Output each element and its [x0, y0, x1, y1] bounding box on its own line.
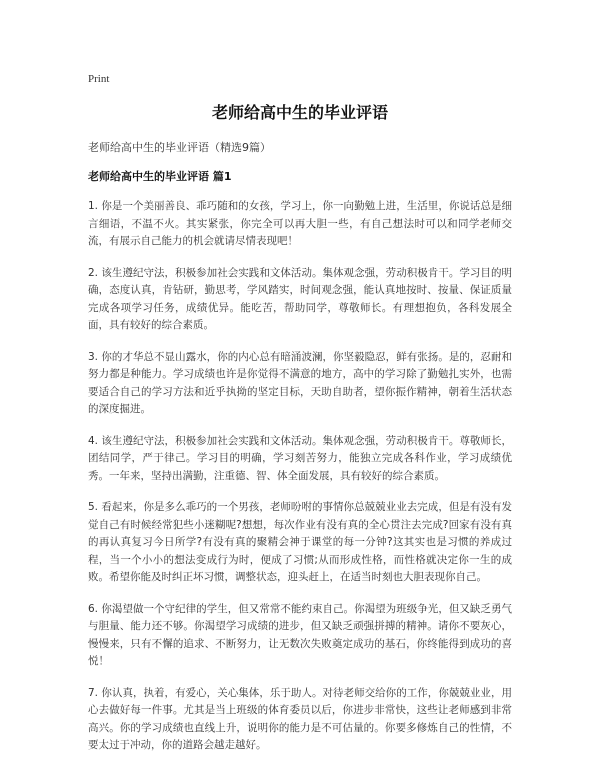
paragraph-2: 2. 该生遵纪守法，积极参加社会实践和文体活动。集体观念强，劳动积极肯干。学习目的明确，态度认真，肯钻研，勤思考，学风踏实，时间观念强，能认真地按时、按量、保证质量完成各项学习任务，成绩优异。能吃苦，帮助同学，尊敬师长。有理想抱负，各科发展全面，具有较好的综合素质。	[88, 266, 512, 331]
paragraph-6: 6. 你渴望做一个守纪律的学生，但又常常不能约束自己。你渴望为班级争光，但又缺乏勇气与胆量、能力还不够。你渴望学习成绩的进步，但又缺乏顽强拼搏的精神。请你不要灰心，慢慢来，只有不懈的追求、不断努力，让无数次失败奠定成功的基石，你终能得到成功的喜悦！	[88, 602, 512, 667]
paragraph-4: 4. 该生遵纪守法，积极参加社会实践和文体活动。集体观念强，劳动积极肯干。尊敬师长，团结同学，严于律己。学习目的明确，学习刻苦努力，能独立完成各科作业，学习成绩优秀。一年来，坚持出满勤，注重德、智、体全面发展，具有较好的综合素质。	[88, 434, 512, 482]
paragraph-3: 3. 你的才华总不显山露水，你的内心总有暗涌波澜，你坚毅隐忍，鲜有张扬。是的，忍耐和努力都是种能力。学习成绩也许是你觉得不满意的地方，高中的学习除了勤勉扎实外，也需要适合自己的学习方法和近乎执拗的坚定目标，天助自助者，望你振作精神，朝着生活状态的深度掘进。	[88, 350, 512, 415]
section-heading: 老师给高中生的毕业评语 篇1	[88, 170, 232, 183]
paragraph-1: 1. 你是一个美丽善良、乖巧随和的女孩，学习上，你一向勤勉上进，生活里，你说话总是细言细语，不温不火。其实紧张，你完全可以再大胆一些，有自己想法时可以和同学老师交流，有展示自己能力的机会就请尽情表现吧！	[88, 200, 512, 247]
document-subtitle: 老师给高中生的毕业评语（精选9篇）	[88, 141, 271, 154]
paragraph-7: 7. 你认真，执着，有爱心，关心集体，乐于助人。对待老师交给你的工作，你兢兢业业，用心去做好每一件事。尤其是当上班级的体育委员以后，你进步非常快，这些让老师感到非常高兴。你的学习成绩也直线上升，说明你的能力是不可估量的。你要多修炼自己的性情，不要太过于冲动，你的道路会越走越好。	[88, 686, 512, 751]
document-title: 老师给高中生的毕业评语	[211, 103, 388, 122]
print-label: Print	[88, 73, 110, 85]
paragraph-5: 5. 看起来，你是多么乖巧的一个男孩，老师吩咐的事情你总兢兢业业去完成，但是有没有发觉自己有时候经常犯些小迷糊呢?想想，每次作业有没有真的全心贯注去完成?回家有没有真的再认真复习今日所学?有没有真的聚精会神于课堂的每一分钟?这其实也是习惯的养成过程，当一个小小的想法变成行为时，便成了习惯;从而形成性格，而性格就决定你一生的成败。希望你能及时纠正坏习惯，调整状态，迎头赶上，在适当时刻也大胆表现你自己。	[88, 501, 512, 583]
